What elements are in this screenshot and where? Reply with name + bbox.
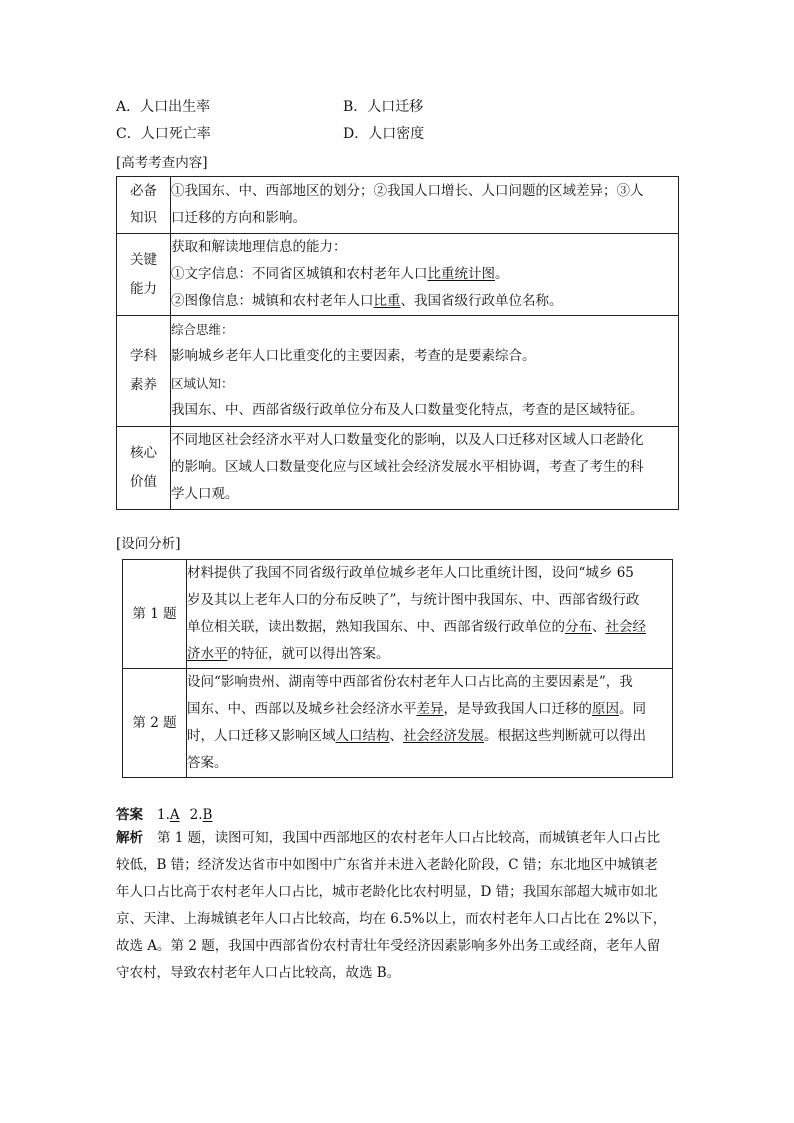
exam-content-table [116, 176, 679, 510]
question-analysis-table [122, 559, 673, 778]
answer-1-prefix: 1. [157, 807, 170, 823]
answer-label: 答案 [116, 807, 143, 823]
answer-2-value: B [202, 807, 213, 823]
analysis-line: 解析 第 1 题，读图可知，我国中西部地区的农村老年人口占比较高，而城镇老年人口占比 [116, 830, 661, 846]
row-label [117, 316, 171, 427]
table-row [117, 177, 679, 234]
analysis-label: 解析 [116, 830, 143, 846]
label-line: 价值 [130, 474, 157, 490]
analysis-line: 故选 A。第 2 题，我国中西部省份农村青壮年受经济因素影响多外出务工或经商，老年人留 [116, 938, 661, 954]
content-line: 不同地区社会经济水平对人口数量变化的影响，以及人口迁移对区域人口老龄化 [171, 432, 644, 448]
analysis-line: 京、天津、上海城镇老年人口占比较高，均在 6.5%以上，而农村老年人口占比在 2%以下， [116, 911, 667, 927]
label-line: 学科 [130, 348, 157, 364]
label-line: 素养 [130, 377, 157, 393]
content-line: 单位相关联，读出数据，熟知我国东、中、西部省级行政单位的分布、社会经 [187, 619, 646, 635]
option-c: C．人口死亡率 [116, 126, 211, 142]
row-label [117, 427, 171, 510]
question-content [187, 560, 673, 669]
row-content [171, 177, 679, 234]
row-content [171, 234, 679, 316]
content-line: 时，人口迁移又影响区域人口结构、社会经济发展。根据这些判断就可以得出 [187, 728, 646, 744]
label-line: 关键 [130, 251, 157, 268]
label-line: 核心 [130, 445, 157, 461]
option-a: A．人口出生率 [116, 99, 211, 115]
table-row [117, 234, 679, 316]
option-b: B．人口迁移 [343, 99, 424, 115]
content-line: 岁及其以上老年人口的分布反映了”，与统计图中我国东、中、西部省级行政 [187, 592, 640, 608]
content-line: 区域认知： [171, 376, 234, 391]
analysis-line: 守农村，导致农村老年人口占比较高，故选 B。 [116, 965, 401, 981]
content-line: ①文字信息：不同省区城镇和农村老年人口比重统计图。 [171, 266, 509, 282]
label-line: 能力 [130, 280, 157, 297]
table-row [123, 669, 673, 778]
content-line: 答案。 [187, 755, 228, 771]
row-content [171, 427, 679, 510]
content-line: 材料提供了我国不同省级行政单位城乡老年人口比重统计图，设问“城乡 65 [187, 565, 634, 581]
question-label [123, 669, 187, 778]
analysis-paragraph [116, 825, 676, 987]
table-row [117, 316, 679, 427]
content-line: ②图像信息：城镇和农村老年人口比重、我国省级行政单位名称。 [171, 293, 563, 309]
content-line: 我国东、中、西部省级行政单位分布及人口数量变化特点，考查的是区域特征。 [171, 402, 644, 418]
table-row [123, 560, 673, 669]
table-row [117, 427, 679, 510]
content-line: 口迁移的方向和影响。 [171, 210, 306, 226]
content-line: 的影响。区域人口数量变化应与区域社会经济发展水平相协调，考查了考生的科 [171, 459, 644, 475]
analysis-line: 年人口占比高于农村老年人口占比，城市老龄化比农村明显，D 错；我国东部超大城市如北 [116, 884, 658, 900]
content-line: 影响城乡老年人口比重变化的主要因素，考查的是要素综合。 [171, 348, 536, 364]
content-line: 获取和解读地理信息的能力： [171, 239, 347, 255]
question-content [187, 669, 673, 778]
answer-1-value: A [169, 807, 180, 823]
row-label [117, 234, 171, 316]
label-line: 知识 [130, 210, 157, 226]
content-line: 设问“影响贵州、湖南等中西部省份农村老年人口占比高的主要因素是”，我 [187, 674, 633, 690]
answer-2-prefix: 2. [189, 807, 203, 823]
content-line: 学人口观。 [171, 486, 239, 502]
row-label [117, 177, 171, 234]
answer-line [116, 803, 212, 823]
content-line: ①我国东、中、西部地区的划分；②我国人口增长、人口问题的区域差异；③人 [171, 183, 644, 199]
content-line: 国东、中、西部以及城乡社会经济水平差异，是导致我国人口迁移的原因。同 [187, 701, 646, 717]
label-line: 第 1 题 [132, 605, 177, 622]
content-line: 济水平的特征，就可以得出答案。 [187, 646, 390, 662]
row-content [171, 316, 679, 427]
content-line: 综合思维： [171, 322, 234, 337]
label-line: 必备 [130, 183, 157, 199]
label-line: 第 2 题 [132, 714, 177, 731]
option-d: D．人口密度 [343, 126, 425, 142]
analysis-line: 较低，B 错；经济发达省市中如图中广东省并未进入老龄化阶段，C 错；东北地区中城镇老 [116, 857, 658, 873]
question-label [123, 560, 187, 669]
exam-content-heading: [高考考查内容] [116, 155, 208, 171]
question-analysis-heading: [设问分析] [116, 536, 181, 552]
